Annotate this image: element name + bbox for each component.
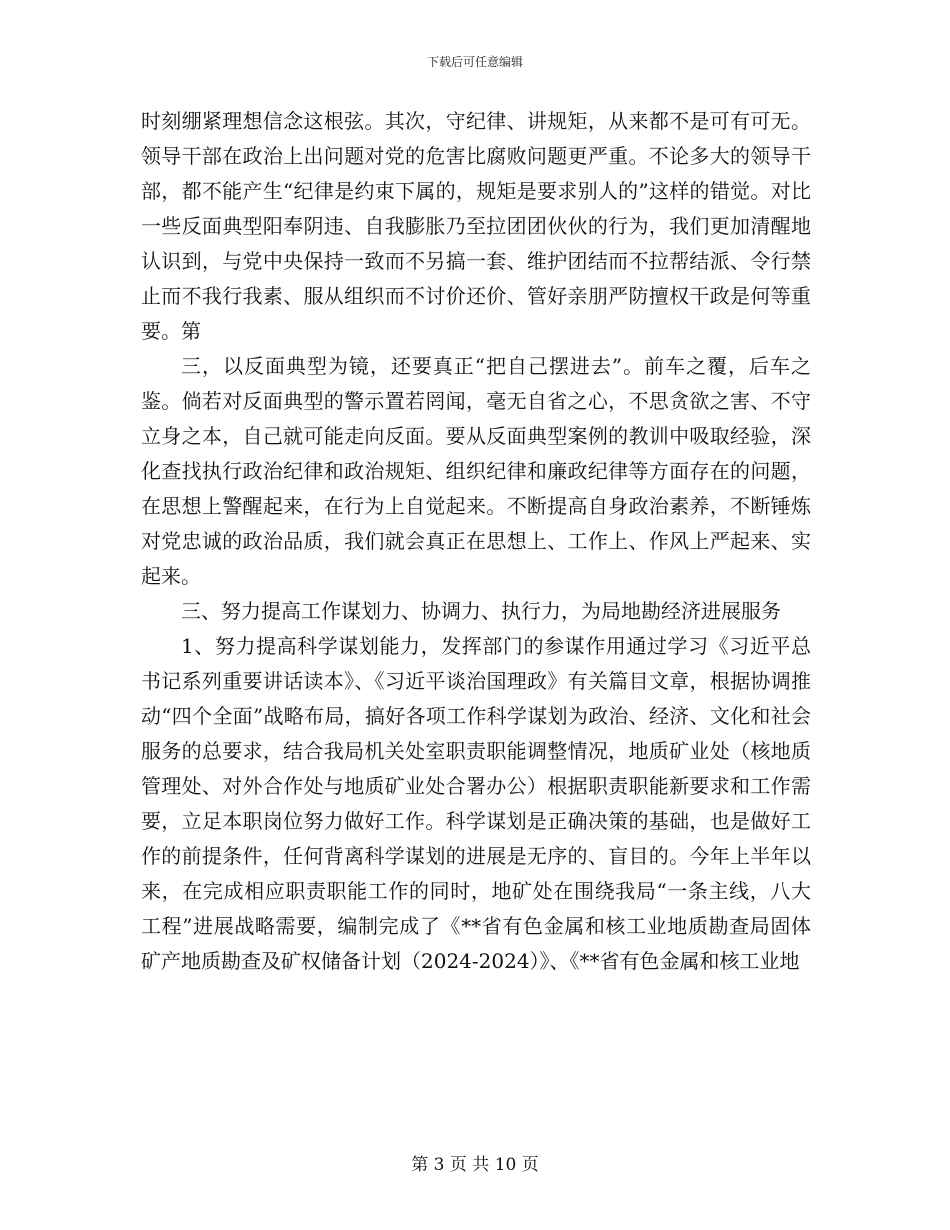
paragraph-item-1: 1、努力提高科学谋划能力，发挥部门的参谋作用通过学习《习近平总书记系列重要讲话读本》、《习近平谈治国理政》有关篇目文章，根据协调推动“四个全面”战略布局，搞好各项工作科学谋划为政治、经济、文化和社会服务的总要求，结合我局机关处室职责职能调整情况，地质矿业处（核地质管理处、对外合作处与地质矿业处合署办公）根据职责职能新要求和工作需要，立足本职岗位努力做好工作。科学谋划是正确决策的基础，也是做好工作的前提条件，任何背离科学谋划的进展是无序的、盲目的。今年上半年以来，在完成相应职责职能工作的同时，地矿处在围绕我局“一条主线，八大工程”进展战略需要，编制完成了《**省有色金属和核工业地质勘查局固体矿产地质勘查及矿权储备计划（2024-2024）》、《**省有色金属和核工业地: [141, 634, 811, 973]
paragraph-continued: 时刻绷紧理想信念这根弦。其次，守纪律、讲规矩，从来都不是可有可无。领导干部在政治上出问题对党的危害比腐败问题更严重。不论多大的领导干部，都不能产生“纪律是约束下属的，规矩是要求别人的”这样的错觉。对比一些反面典型阳奉阴违、自我膨胀乃至拉团团伙伙的行为，我们更加清醒地认识到，与党中央保持一致而不另搞一套、维护团结而不拉帮结派、令行禁止而不我行我素、服从组织而不讨价还价、管好亲朋严防擅权干政是何等重要。第: [141, 109, 811, 343]
paragraph-third-point: 三，以反面典型为镜，还要真正“把自己摆进去”。前车之覆，后车之鉴。倘若对反面典型的警示置若罔闻，毫无自省之心，不思贪欲之害、不守立身之本，自己就可能走向反面。要从反面典型案例的教训中吸取经验，深化查找执行政治纪律和政治规矩、组织纪律和廉政纪律等方面存在的问题，在思想上警醒起来，在行为上自觉起来。不断提高自身政治素养，不断锤炼对党忠诚的政治品质，我们就会真正在思想上、工作上、作风上严起来、实起来。: [141, 354, 811, 588]
document-body: [141, 104, 811, 979]
section-heading: 三、努力提高工作谋划力、协调力、执行力，为局地勘经济进展服务: [181, 599, 781, 623]
page-footer: 第 3 页 共 10 页: [411, 1155, 539, 1175]
page-header: 下载后可任意编辑: [426, 55, 523, 69]
